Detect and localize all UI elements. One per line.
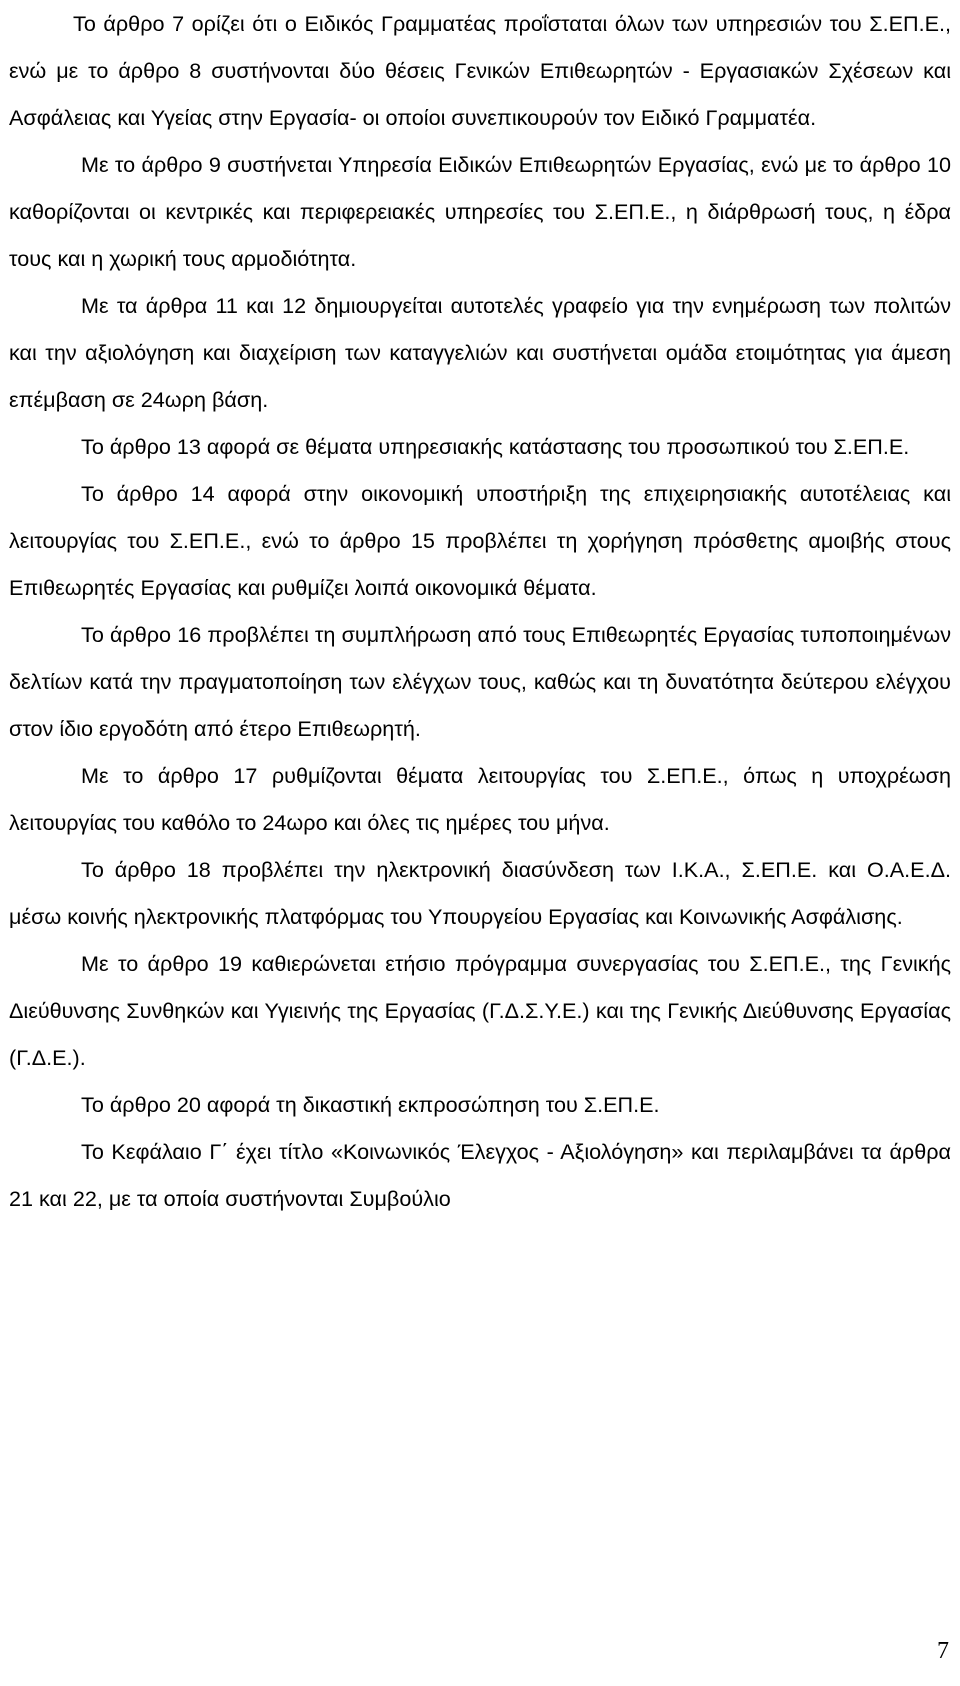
paragraph-article-11-12: Με τα άρθρα 11 και 12 δημιουργείται αυτοτελές γραφείο για την ενημέρωση των πολιτών και την αξιολόγηση και διαχείριση των καταγγελιών και συστήνεται ομάδα ετοιμότητας για άμεση επέμβαση σε 24ωρη βάση. xyxy=(9,293,951,412)
document-page xyxy=(9,0,951,1222)
paragraph-chapter-c: Το Κεφάλαιο Γ΄ έχει τίτλο «Κοινωνικός Έλεγχος - Αξιολόγηση» και περιλαμβάνει τα άρθρα 21 και 22, με τα οποία συστήνονται Συμβούλιο xyxy=(9,1139,951,1211)
page-number: 7 xyxy=(937,1638,949,1664)
paragraph-article-19: Με το άρθρο 19 καθιερώνεται ετήσιο πρόγραμμα συνεργασίας του Σ.ΕΠ.Ε., της Γενικής Διεύθυνσης Συνθηκών και Υγιεινής της Εργασίας (Γ.Δ.Σ.Υ.Ε.) και της Γενικής Διεύθυνσης Εργασίας (Γ.Δ.Ε.). xyxy=(9,951,951,1070)
paragraph-article-18: Το άρθρο 18 προβλέπει την ηλεκτρονική διασύνδεση των Ι.Κ.Α., Σ.ΕΠ.Ε. και Ο.Α.Ε.Δ. μέσω κοινής ηλεκτρονικής πλατφόρμας του Υπουργείου Εργασίας και Κοινωνικής Ασφάλισης. xyxy=(9,857,951,929)
paragraph-article-16: Το άρθρο 16 προβλέπει τη συμπλήρωση από τους Επιθεωρητές Εργασίας τυποποιημένων δελτίων κατά την πραγματοποίηση των ελέγχων τους, καθώς και τη δυνατότητα δεύτερου ελέγχου στον ίδιο εργοδότη από έτερο Επιθεωρητή. xyxy=(9,622,951,741)
paragraph-article-14-15: Το άρθρο 14 αφορά στην οικονομική υποστήριξη της επιχειρησιακής αυτοτέλειας και λειτουργίας του Σ.ΕΠ.Ε., ενώ το άρθρο 15 προβλέπει τη χορήγηση πρόσθετης αμοιβής στους Επιθεωρητές Εργασίας και ρυθμίζει λοιπά οικονομικά θέματα. xyxy=(9,481,951,600)
paragraph-article-7-8: Το άρθρο 7 ορίζει ότι ο Ειδικός Γραμματέας προΐσταται όλων των υπηρεσιών του Σ.ΕΠ.Ε., ενώ με το άρθρο 8 συστήνονται δύο θέσεις Γενικών Επιθεωρητών - Εργασιακών Σχέσεων και Ασφάλειας και Υγείας στην Εργασία- οι οποίοι συνεπικουρούν τον Ειδικό Γραμματέα. xyxy=(9,11,951,130)
paragraph-article-17: Με το άρθρο 17 ρυθμίζονται θέματα λειτουργίας του Σ.ΕΠ.Ε., όπως η υποχρέωση λειτουργίας του καθόλο το 24ωρο και όλες τις ημέρες του μήνα. xyxy=(9,763,951,835)
paragraph-article-13: Το άρθρο 13 αφορά σε θέματα υπηρεσιακής κατάστασης του προσωπικού του Σ.ΕΠ.Ε. xyxy=(81,434,910,459)
paragraph-article-20: Το άρθρο 20 αφορά τη δικαστική εκπροσώπηση του Σ.ΕΠ.Ε. xyxy=(81,1092,660,1117)
paragraph-article-9-10: Με το άρθρο 9 συστήνεται Υπηρεσία Ειδικών Επιθεωρητών Εργασίας, ενώ με το άρθρο 10 καθορίζονται οι κεντρικές και περιφερειακές υπηρεσίες του Σ.ΕΠ.Ε., η διάρθρωσή τους, η έδρα τους και η χωρική τους αρμοδιότητα. xyxy=(9,152,951,271)
